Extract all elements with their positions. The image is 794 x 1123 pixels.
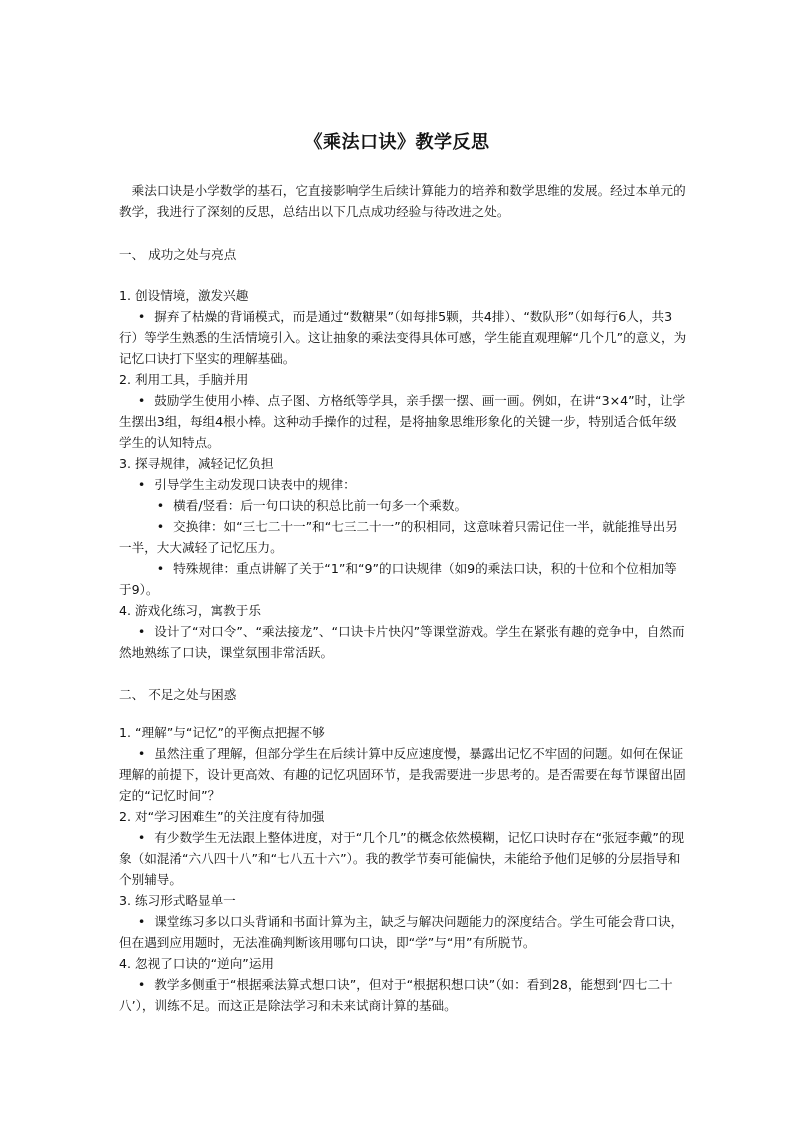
- item-title: 3. 探寻规律，减轻记忆负担: [119, 456, 274, 471]
- bullet-icon: •: [137, 309, 146, 324]
- bullet-item: • 教学多侧重于“根据乘法算式想口诀”，但对于“根据积想口诀”（如：看到28，能想到‘四七二十八’），训练不足。而这正是除法学习和未来试商计算的基础。: [119, 974, 689, 1016]
- bullet-icon: •: [137, 830, 146, 845]
- item-title: 2. 利用工具，手脑并用: [119, 372, 249, 387]
- bullet-icon: •: [137, 624, 146, 639]
- section-2-body: [119, 722, 689, 1016]
- item-title: 4. 游戏化练习，寓教于乐: [119, 603, 261, 618]
- section-heading-1: 一、 成功之处与亮点: [119, 247, 237, 262]
- intro-text: 乘法口诀是小学数学的基石，它直接影响学生后续计算能力的培养和数学思维的发展。经过本单元的教学，我进行了深刻的反思，总结出以下几点成功经验与待改进之处。: [119, 183, 686, 219]
- bullet-icon: •: [137, 914, 146, 929]
- sub-bullet-item: • 特殊规律：重点讲解了关于“1”和“9”的口诀规律（如9的乘法口诀，积的十位和个位相加等于9）。: [119, 558, 689, 600]
- bullet-item: • 引导学生主动发现口诀表中的规律：: [119, 474, 689, 495]
- bullet-item: • 鼓励学生使用小棒、点子图、方格纸等学具，亲手摆一摆、画一画。例如，在讲“3×4”时，让学生摆出3组，每组4根小棒。这种动手操作的过程，是将抽象思维形象化的关键一步，特别适合低年级学生的认知特点。: [119, 390, 689, 453]
- bullet-icon: •: [156, 519, 165, 534]
- section-1-body: [119, 285, 689, 663]
- intro-paragraph: [119, 180, 689, 222]
- item-title: 3. 练习形式略显单一: [119, 893, 236, 908]
- bullet-icon: •: [137, 393, 146, 408]
- bullet-icon: •: [156, 561, 165, 576]
- item-title: 2. 对“学习困难生”的关注度有待加强: [119, 809, 325, 824]
- sub-bullet-item: • 交换律：如“三七二十一”和“七三二十一”的积相同，这意味着只需记住一半，就能推导出另一半，大大减轻了记忆压力。: [119, 516, 689, 558]
- item-title: 1. “理解”与“记忆”的平衡点把握不够: [119, 725, 325, 740]
- bullet-item: • 设计了“对口令”、“乘法接龙”、“口诀卡片快闪”等课堂游戏。学生在紧张有趣的竞争中，自然而然地熟练了口诀，课堂氛围非常活跃。: [119, 621, 689, 663]
- item-title: 1. 创设情境，激发兴趣: [119, 288, 249, 303]
- item-title: 4. 忽视了口诀的“逆向”运用: [119, 956, 275, 971]
- bullet-item: • 有少数学生无法跟上整体进度，对于“几个几”的概念依然模糊，记忆口诀时存在“张冠李戴”的现象（如混淆“六八四十八”和“七八五十六”）。我的教学节奏可能偏快，未能给予他们足够的分层指导和个别辅导。: [119, 827, 689, 890]
- bullet-icon: •: [156, 498, 165, 513]
- bullet-item: • 虽然注重了理解，但部分学生在后续计算中反应速度慢，暴露出记忆不牢固的问题。如何在保证理解的前提下，设计更高效、有趣的记忆巩固环节，是我需要进一步思考的。是否需要在每节课留出固定的“记忆时间”？: [119, 743, 689, 806]
- bullet-icon: •: [137, 477, 146, 492]
- section-heading-2: 二、 不足之处与困惑: [119, 687, 237, 702]
- sub-bullet-item: • 横看/竖看：后一句口诀的积总比前一句多一个乘数。: [119, 495, 689, 516]
- page-title: 《乘法口诀》教学反思: [304, 132, 490, 153]
- bullet-icon: •: [137, 977, 146, 992]
- bullet-icon: •: [137, 746, 146, 761]
- bullet-item: • 课堂练习多以口头背诵和书面计算为主，缺乏与解决问题能力的深度结合。学生可能会背口诀，但在遇到应用题时，无法准确判断该用哪句口诀，即“学”与“用”有所脱节。: [119, 911, 689, 953]
- bullet-item: • 摒弃了枯燥的背诵模式，而是通过“数糖果”（如每排5颗，共4排）、“数队形”（如每行6人，共3行）等学生熟悉的生活情境引入。这让抽象的乘法变得具体可感，学生能直观理解“几个几”的意义，为记忆口诀打下坚实的理解基础。: [119, 306, 689, 369]
